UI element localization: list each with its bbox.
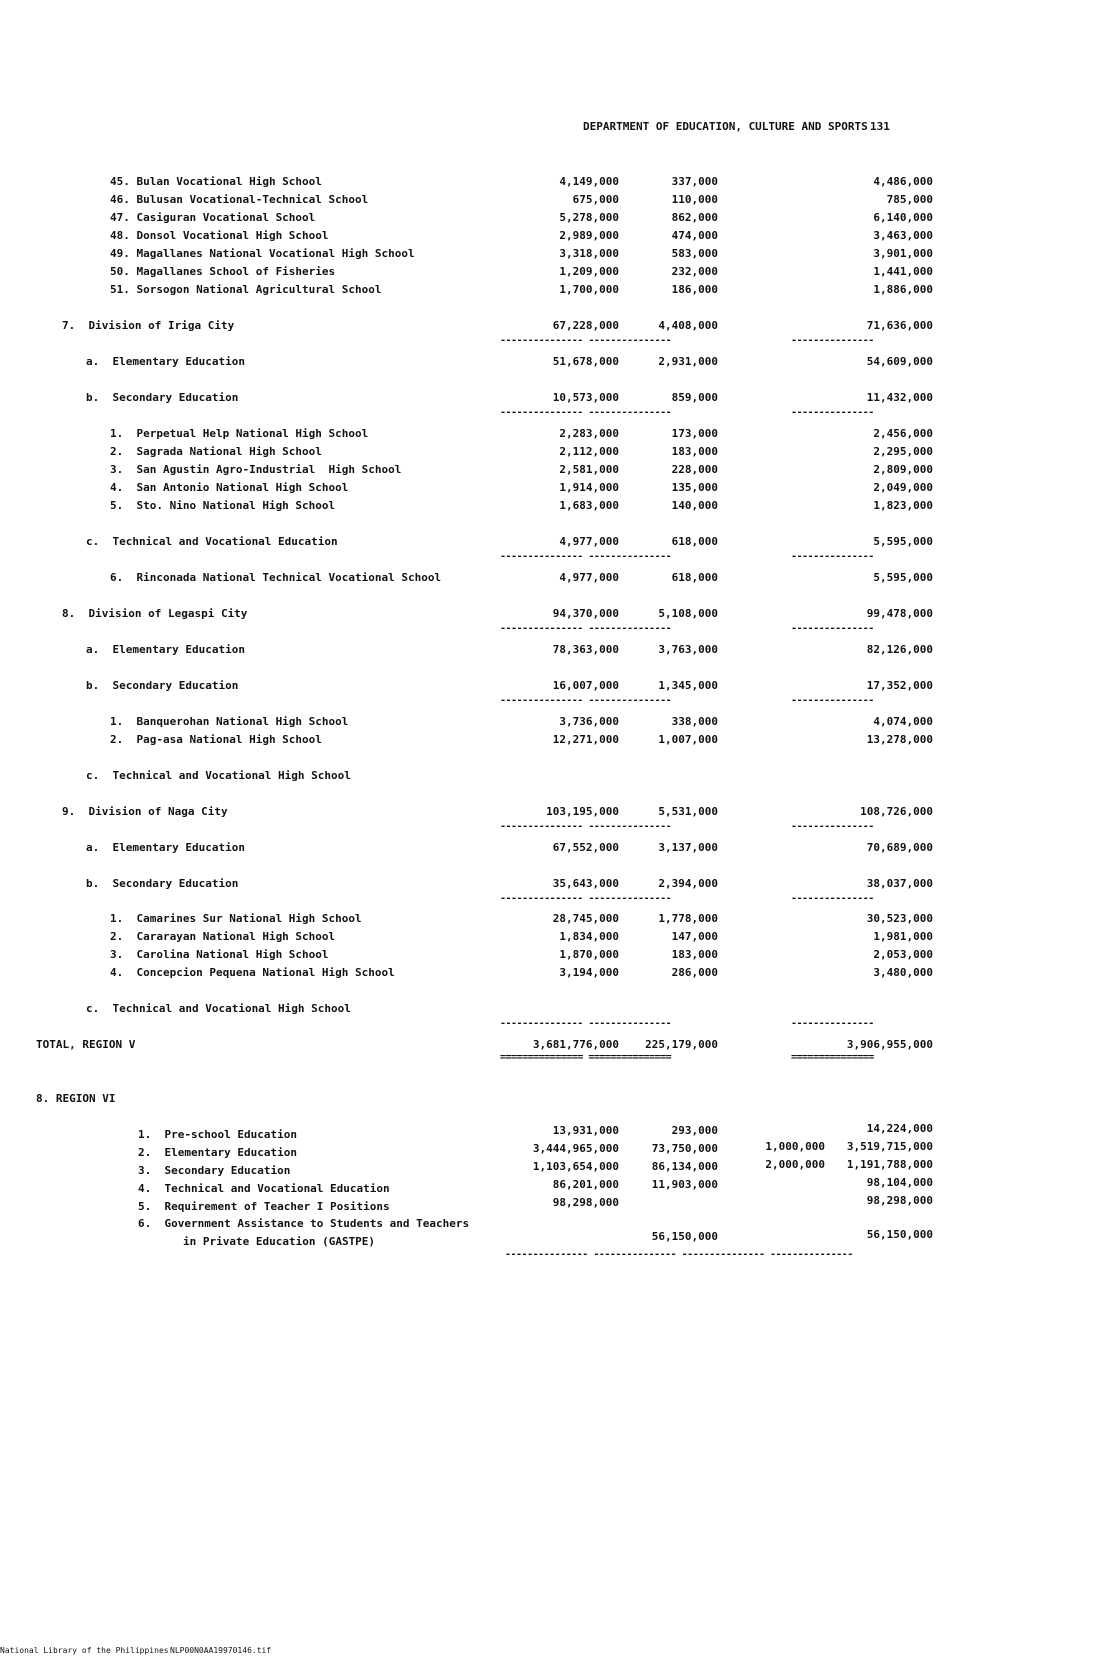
row-c2: 228,000 <box>671 463 718 476</box>
dashed-rule: --------------- <box>791 407 874 418</box>
row-c1: 51,678,000 <box>552 355 619 368</box>
row-label: c. Technical and Vocational High School <box>86 1002 351 1015</box>
row-c1: 2,112,000 <box>559 445 619 458</box>
row-c1: 1,870,000 <box>559 948 619 961</box>
dashed-rule: --------------- --------------- <box>500 623 672 634</box>
row-label: a. Elementary Education <box>86 643 245 656</box>
row-c1: 1,683,000 <box>559 499 619 512</box>
row-label: 1. Banquerohan National High School <box>110 715 349 728</box>
row-c4: 2,295,000 <box>873 445 933 458</box>
dashed-rule: --------------- --------------- <box>500 893 672 904</box>
row-c1: 4,149,000 <box>559 175 619 188</box>
row-label: 1. Pre-school Education <box>138 1128 297 1141</box>
row-c1: 3,318,000 <box>559 247 619 260</box>
row-c2: 4,408,000 <box>658 319 718 332</box>
row-c1: 4,977,000 <box>559 571 619 584</box>
row-label: 2. Elementary Education <box>138 1146 297 1159</box>
dashed-rule: --------------- <box>791 821 874 832</box>
dashed-rule: --------------- <box>791 551 874 562</box>
row-c2: 583,000 <box>671 247 718 260</box>
row-c2: 338,000 <box>671 715 718 728</box>
row-label: 49. Magallanes National Vocational High School <box>110 247 415 260</box>
dashed-rule: --------------- <box>791 335 874 346</box>
row-c1: 675,000 <box>572 193 619 206</box>
row-label: 4. Technical and Vocational Education <box>138 1182 390 1195</box>
row-c2: 173,000 <box>671 427 718 440</box>
row-label: 9. Division of Naga City <box>62 805 228 818</box>
row-c2: 1,345,000 <box>658 679 718 692</box>
row-c2: 147,000 <box>671 930 718 943</box>
row-c4: 2,809,000 <box>873 463 933 476</box>
row-label: 5. Sto. Nino National High School <box>110 499 336 512</box>
row-c4: 1,191,788,000 <box>846 1158 933 1171</box>
row-c1: 12,271,000 <box>552 733 619 746</box>
row-label: b. Secondary Education <box>86 679 239 692</box>
dashed-rule: --------------- --------------- <box>500 407 672 418</box>
row-c4: 2,456,000 <box>873 427 933 440</box>
dashed-rule: --------------- <box>791 893 874 904</box>
row-c2: 11,903,000 <box>651 1178 718 1191</box>
row-label: a. Elementary Education <box>86 841 245 854</box>
row-c2: 110,000 <box>671 193 718 206</box>
row-c4: 14,224,000 <box>866 1122 933 1135</box>
row-c1: 86,201,000 <box>552 1178 619 1191</box>
row-c1: 3,194,000 <box>559 966 619 979</box>
row-c2: 1,007,000 <box>658 733 718 746</box>
row-c4: 70,689,000 <box>866 841 933 854</box>
row-c4: 5,595,000 <box>873 535 933 548</box>
total-c4: 3,906,955,000 <box>846 1038 933 1051</box>
row-c1: 1,209,000 <box>559 265 619 278</box>
row-c4: 99,478,000 <box>866 607 933 620</box>
row-c4: 3,463,000 <box>873 229 933 242</box>
row-c4: 17,352,000 <box>866 679 933 692</box>
row-c2: 862,000 <box>671 211 718 224</box>
row-c1: 94,370,000 <box>552 607 619 620</box>
row-c2: 186,000 <box>671 283 718 296</box>
row-c4: 1,981,000 <box>873 930 933 943</box>
row-c4: 4,074,000 <box>873 715 933 728</box>
page-header-title: DEPARTMENT OF EDUCATION, CULTURE AND SPORTS <box>583 120 868 133</box>
row-c1: 98,298,000 <box>552 1196 619 1209</box>
row-label: 6. Rinconada National Technical Vocational School <box>110 571 442 584</box>
row-c2: 232,000 <box>671 265 718 278</box>
row-label: a. Elementary Education <box>86 355 245 368</box>
row-label: 4. San Antonio National High School <box>110 481 349 494</box>
row-c2: 3,763,000 <box>658 643 718 656</box>
row-c4: 38,037,000 <box>866 877 933 890</box>
row-c4: 2,049,000 <box>873 481 933 494</box>
row-c1: 28,745,000 <box>552 912 619 925</box>
row-c4: 11,432,000 <box>866 391 933 404</box>
row-label: 51. Sorsogon National Agricultural School <box>110 283 382 296</box>
row-label: 3. San Agustin Agro-Industrial High School <box>110 463 402 476</box>
footer-file: NLP00N0AA19970146.tif <box>170 1646 272 1655</box>
row-label: b. Secondary Education <box>86 391 239 404</box>
row-c1: 4,977,000 <box>559 535 619 548</box>
row-label: c. Technical and Vocational High School <box>86 769 351 782</box>
row-label: 47. Casiguran Vocational School <box>110 211 316 224</box>
row-c4: 71,636,000 <box>866 319 933 332</box>
row-c4: 3,480,000 <box>873 966 933 979</box>
row-label: 1. Perpetual Help National High School <box>110 427 369 440</box>
total-label: TOTAL, REGION V <box>36 1038 136 1051</box>
row-c1: 3,444,965,000 <box>532 1142 619 1155</box>
row-c4: 30,523,000 <box>866 912 933 925</box>
row-c4: 82,126,000 <box>866 643 933 656</box>
row-label: c. Technical and Vocational Education <box>86 535 338 548</box>
row-c4: 56,150,000 <box>866 1228 933 1241</box>
row-label: 45. Bulan Vocational High School <box>110 175 322 188</box>
row-c2: 618,000 <box>671 535 718 548</box>
row-c4: 1,886,000 <box>873 283 933 296</box>
row-c2: 3,137,000 <box>658 841 718 854</box>
dashed-rule: --------------- --------------- <box>500 821 672 832</box>
row-label: 8. Division of Legaspi City <box>62 607 248 620</box>
row-c2: 135,000 <box>671 481 718 494</box>
row-c4: 98,298,000 <box>866 1194 933 1207</box>
row-label: in Private Education (GASTPE) <box>183 1235 376 1248</box>
row-c4: 6,140,000 <box>873 211 933 224</box>
row-c1: 5,278,000 <box>559 211 619 224</box>
row-c1: 10,573,000 <box>552 391 619 404</box>
row-c1: 1,834,000 <box>559 930 619 943</box>
dashed-rule: --------------- --------------- <box>500 551 672 562</box>
row-c1: 67,552,000 <box>552 841 619 854</box>
row-c2: 1,778,000 <box>658 912 718 925</box>
row-label: b. Secondary Education <box>86 877 239 890</box>
row-c1: 2,283,000 <box>559 427 619 440</box>
row-c1: 2,581,000 <box>559 463 619 476</box>
dashed-rule: --------------- <box>791 623 874 634</box>
dashed-rule: --------------- <box>791 695 874 706</box>
row-c1: 1,103,654,000 <box>532 1160 619 1173</box>
row-c1: 35,643,000 <box>552 877 619 890</box>
row-label: 5. Requirement of Teacher I Positions <box>138 1200 390 1213</box>
row-c2: 73,750,000 <box>651 1142 718 1155</box>
row-c1: 16,007,000 <box>552 679 619 692</box>
double-rule: =============== =============== <box>500 1052 672 1063</box>
row-label: 6. Government Assistance to Students and Teachers <box>138 1217 470 1230</box>
row-label: 3. Secondary Education <box>138 1164 291 1177</box>
row-c4: 5,595,000 <box>873 571 933 584</box>
row-label: 4. Concepcion Pequena National High School <box>110 966 395 979</box>
total-c2: 225,179,000 <box>645 1038 718 1051</box>
row-c3: 2,000,000 <box>765 1158 825 1171</box>
row-c1: 1,914,000 <box>559 481 619 494</box>
row-c4: 785,000 <box>886 193 933 206</box>
dashed-rule: --------------- --------------- <box>500 1018 672 1029</box>
row-label: 3. Carolina National High School <box>110 948 329 961</box>
row-c2: 859,000 <box>671 391 718 404</box>
row-label: 2. Cararayan National High School <box>110 930 336 943</box>
row-c2: 183,000 <box>671 948 718 961</box>
row-c2: 2,931,000 <box>658 355 718 368</box>
footer-source: National Library of the Philippines <box>0 1646 169 1655</box>
row-c4: 1,441,000 <box>873 265 933 278</box>
row-c3: 1,000,000 <box>765 1140 825 1153</box>
row-c4: 108,726,000 <box>860 805 933 818</box>
row-c1: 78,363,000 <box>552 643 619 656</box>
row-c2: 5,531,000 <box>658 805 718 818</box>
row-c2: 5,108,000 <box>658 607 718 620</box>
row-c4: 1,823,000 <box>873 499 933 512</box>
row-label: 7. Division of Iriga City <box>62 319 235 332</box>
region-heading: 8. REGION VI <box>36 1092 116 1105</box>
row-c2: 286,000 <box>671 966 718 979</box>
row-c4: 4,486,000 <box>873 175 933 188</box>
row-c2: 183,000 <box>671 445 718 458</box>
row-label: 2. Pag-asa National High School <box>110 733 322 746</box>
row-c4: 2,053,000 <box>873 948 933 961</box>
row-c1: 1,700,000 <box>559 283 619 296</box>
dashed-rule: --------------- <box>791 1018 874 1029</box>
row-c1: 103,195,000 <box>546 805 619 818</box>
row-c4: 54,609,000 <box>866 355 933 368</box>
page-number: 131 <box>870 120 890 133</box>
row-c4: 98,104,000 <box>866 1176 933 1189</box>
row-c2: 618,000 <box>671 571 718 584</box>
row-c2: 86,134,000 <box>651 1160 718 1173</box>
row-c4: 3,519,715,000 <box>846 1140 933 1153</box>
row-c4: 3,901,000 <box>873 247 933 260</box>
dashed-rule: --------------- --------------- <box>500 335 672 346</box>
row-c1: 67,228,000 <box>552 319 619 332</box>
row-c2: 56,150,000 <box>651 1230 718 1243</box>
dashed-rule: --------------- --------------- <box>500 695 672 706</box>
row-label: 50. Magallanes School of Fisheries <box>110 265 336 278</box>
row-c1: 2,989,000 <box>559 229 619 242</box>
row-c4: 13,278,000 <box>866 733 933 746</box>
row-label: 1. Camarines Sur National High School <box>110 912 362 925</box>
row-c1: 3,736,000 <box>559 715 619 728</box>
double-rule: =============== <box>791 1052 874 1063</box>
row-c2: 2,394,000 <box>658 877 718 890</box>
row-c2: 474,000 <box>671 229 718 242</box>
row-label: 2. Sagrada National High School <box>110 445 322 458</box>
row-c2: 140,000 <box>671 499 718 512</box>
row-c2: 293,000 <box>671 1124 718 1137</box>
total-c1: 3,681,776,000 <box>532 1038 619 1051</box>
row-label: 48. Donsol Vocational High School <box>110 229 329 242</box>
row-label: 46. Bulusan Vocational-Technical School <box>110 193 369 206</box>
dashed-rule: --------------- --------------- --------------- --------------- <box>505 1249 853 1260</box>
row-c1: 13,931,000 <box>552 1124 619 1137</box>
row-c2: 337,000 <box>671 175 718 188</box>
